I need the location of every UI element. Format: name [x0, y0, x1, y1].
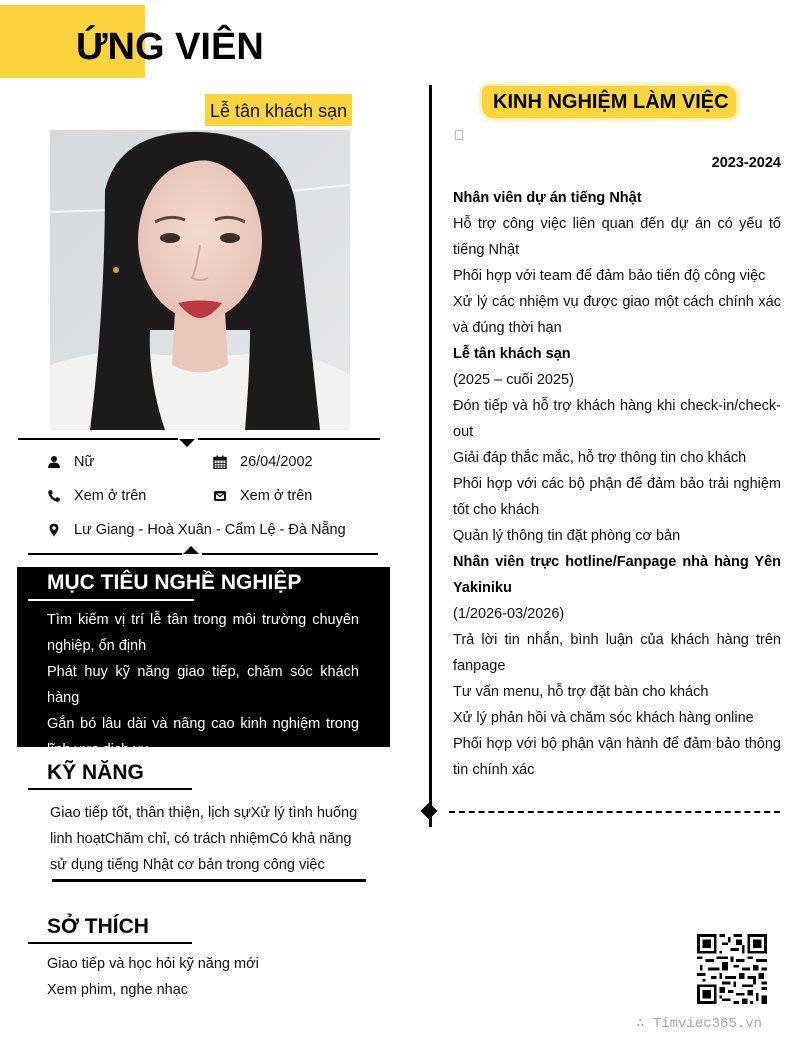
portrait-image	[50, 130, 350, 430]
job-duty: Xử lý phản hồi và chăm sóc khách hàng online	[453, 710, 754, 726]
experience-title: KINH NGHIỆM LÀM VIỆC	[493, 91, 729, 113]
envelope-icon	[213, 489, 227, 503]
user-icon	[47, 455, 61, 469]
job-duty: Đón tiếp và hỗ trợ khách hàng khi check-in/check-out	[453, 398, 781, 440]
objective-line: Phát huy kỹ năng giao tiếp, chăm sóc khách hàng	[47, 664, 359, 706]
experience-list	[453, 185, 781, 783]
hobbies-title-underline	[28, 942, 192, 944]
phone-value: Xem ở trên	[74, 488, 147, 504]
missing-image-icon	[455, 130, 463, 140]
info-divider-bottom	[28, 553, 182, 555]
info-divider-top	[18, 438, 178, 440]
candidate-name: ỨNG VIÊN	[76, 26, 264, 68]
email-row	[213, 488, 312, 504]
birthday-row	[213, 454, 313, 470]
objective-section	[17, 567, 390, 758]
timeline-dashed-rule	[449, 811, 780, 813]
job-period: (1/2026-03/2026)	[453, 606, 565, 622]
objective-line: Gắn bó lâu dài và nâng cao kinh nghiệm trong lĩnh vực dịch vụ	[47, 716, 359, 758]
divider-arrow-up-icon	[183, 546, 199, 554]
objective-line: Tìm kiếm vị trí lễ tân trong môi trường chuyên nghiệp, ổn định	[47, 612, 359, 654]
candidate-photo	[50, 130, 350, 430]
job-duty: Phối hợp với bộ phận vận hành để đảm bảo thông tin chính xác	[453, 736, 781, 778]
email-value: Xem ở trên	[240, 488, 313, 504]
objective-title: MỤC TIÊU NGHỀ NGHIỆP	[47, 571, 302, 594]
job-title: Lễ tân khách sạn	[453, 346, 571, 362]
job-duty: Tư vấn menu, hỗ trợ đặt bàn cho khách	[453, 684, 709, 700]
job-duty: Hỗ trợ công việc liên quan đến dự án có yếu tố tiếng Nhật	[453, 216, 781, 258]
skills-bottom-rule	[52, 879, 366, 882]
phone-icon	[47, 489, 61, 503]
address-row	[47, 522, 346, 538]
job-duty: Xử lý các nhiệm vụ được giao một cách chính xác và đúng thời hạn	[453, 294, 781, 336]
job-duty: Phối hợp với các bộ phận để đảm bảo trải nghiệm tốt cho khách	[453, 476, 781, 518]
job-duty: Trả lời tin nhắn, bình luận của khách hàng trên fanpage	[453, 632, 781, 674]
hobby-item: Xem phim, nghe nhạc	[47, 982, 189, 998]
address-value: Lư Giang - Hoà Xuân - Cẩm Lệ - Đà Nẵng	[74, 522, 346, 538]
timeline-end-diamond-icon	[421, 803, 438, 820]
job-duty: Giải đáp thắc mắc, hỗ trợ thông tin cho khách	[453, 450, 747, 466]
skills-title-underline	[28, 788, 192, 790]
skills-title: KỸ NĂNG	[47, 761, 144, 784]
gender-value: Nữ	[74, 454, 95, 470]
job-duty: Quản lý thông tin đặt phòng cơ bản	[453, 528, 681, 544]
qr-code-icon[interactable]	[697, 934, 767, 1004]
objective-text	[47, 607, 359, 763]
divider-arrow-down-icon	[179, 439, 195, 447]
job-title: Nhân viên trực hotline/Fanpage nhà hàng Yên Yakiniku	[453, 554, 781, 596]
hobbies-list	[47, 951, 367, 1003]
watermark-text: ∴ Timviec365.vn	[636, 1016, 763, 1032]
gender-row	[47, 454, 94, 470]
experience-title-badge	[482, 84, 736, 120]
timeline-line	[429, 85, 432, 827]
job-title: Nhân viên dự án tiếng Nhật	[453, 190, 642, 206]
birthday-value: 26/04/2002	[240, 454, 313, 470]
map-marker-icon	[47, 523, 61, 537]
hobbies-title: SỞ THÍCH	[47, 915, 149, 938]
job-period: (2025 – cuối 2025)	[453, 372, 574, 388]
info-divider-bottom-right	[202, 553, 378, 555]
objective-title-underline	[28, 599, 194, 601]
job-duty: Phối hợp với team để đảm bảo tiến độ công việc	[453, 268, 766, 284]
job-title-badge: Lễ tân khách sạn	[205, 94, 352, 126]
info-divider-top-right	[198, 438, 380, 440]
hobby-item: Giao tiếp và học hỏi kỹ năng mới	[47, 956, 259, 972]
experience-period: 2023-2024	[711, 155, 781, 171]
skills-text: Giao tiếp tốt, thân thiện, lịch sựXử lý tình huống linh hoạtChăm chỉ, có trách nhiệmCó khả năng sử dụng tiếng Nhật cơ bản trong công việc	[50, 805, 358, 873]
phone-row	[47, 488, 146, 504]
calendar-icon	[213, 455, 227, 469]
